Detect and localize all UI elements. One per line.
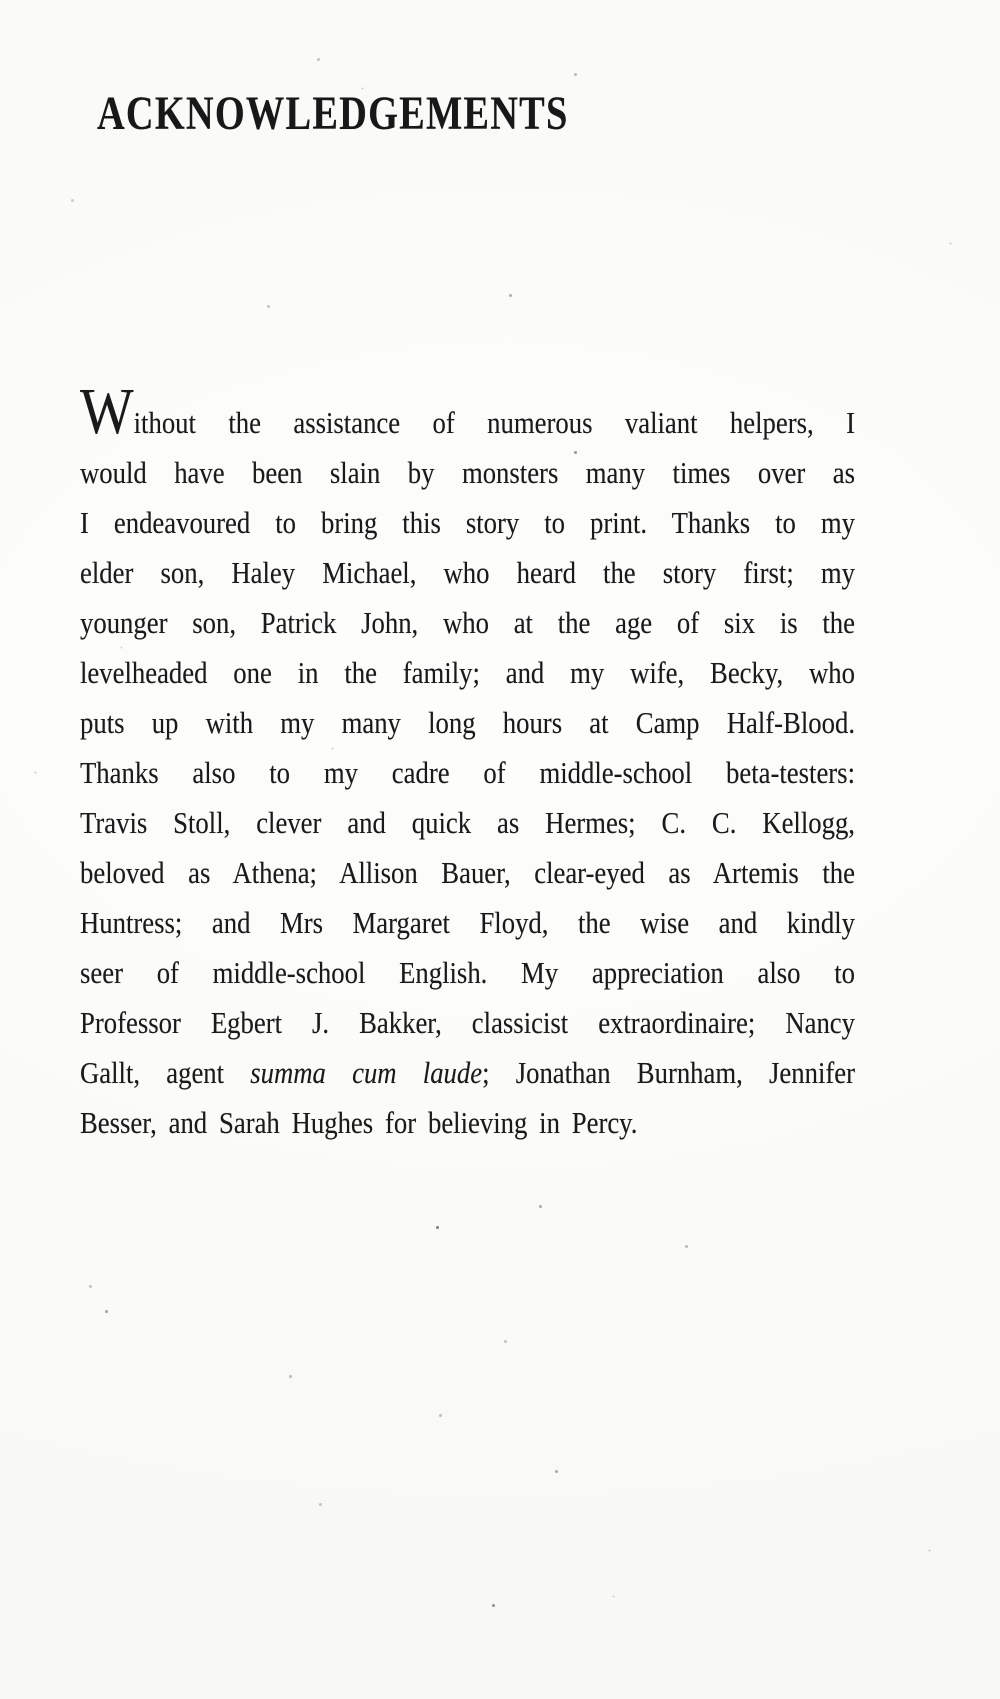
text-line: [80, 1048, 855, 1098]
text-segment: Professor Egbert J. Bakker, classicist extraordinaire; Nancy: [80, 1005, 855, 1040]
acknowledgements-paragraph: [80, 375, 856, 1148]
italic-text-segment: summa cum laude: [250, 1055, 483, 1090]
text-segment: puts up with my many long hours at Camp Half-Blood.: [80, 705, 855, 740]
text-segment: ; Jonathan Burnham, Jennifer: [482, 1055, 856, 1090]
text-segment: Travis Stoll, clever and quick as Hermes; C. C. Kellogg,: [80, 805, 855, 840]
text-line: [80, 998, 855, 1048]
text-segment: Gallt, agent: [80, 1055, 251, 1090]
initial-capital: W: [80, 375, 134, 448]
text-segment: would have been slain by monsters many times over as: [80, 455, 855, 490]
text-segment: seer of middle-school English. My appreciation also to: [80, 955, 855, 990]
text-segment: levelheaded one in the family; and my wife, Becky, who: [80, 655, 855, 690]
text-line: [80, 498, 855, 548]
text-line: [80, 648, 855, 698]
text-line: [80, 798, 855, 848]
text-line: [80, 1098, 855, 1148]
text-line: [80, 698, 855, 748]
text-segment: I endeavoured to bring this story to print. Thanks to my: [80, 505, 855, 540]
page-title: ACKNOWLEDGEMENTS: [97, 87, 569, 140]
text-line: [80, 448, 855, 498]
text-segment: Besser, and Sarah Hughes for believing in Percy.: [80, 1105, 638, 1140]
text-line: [80, 375, 855, 448]
text-segment: Huntress; and Mrs Margaret Floyd, the wise and kindly: [80, 905, 855, 940]
text-line: [80, 548, 855, 598]
text-segment: ithout the assistance of numerous valiant helpers, I: [133, 405, 855, 440]
scan-speckles: [0, 0, 1, 1]
text-segment: younger son, Patrick John, who at the age of six is the: [80, 605, 855, 640]
text-segment: beloved as Athena; Allison Bauer, clear-eyed as Artemis the: [80, 855, 855, 890]
text-line: [80, 598, 855, 648]
text-line: [80, 748, 855, 798]
text-line: [80, 898, 855, 948]
text-segment: elder son, Haley Michael, who heard the story first; my: [80, 555, 855, 590]
text-line: [80, 848, 855, 898]
text-line: [80, 948, 855, 998]
text-segment: Thanks also to my cadre of middle-school beta-testers:: [80, 755, 855, 790]
